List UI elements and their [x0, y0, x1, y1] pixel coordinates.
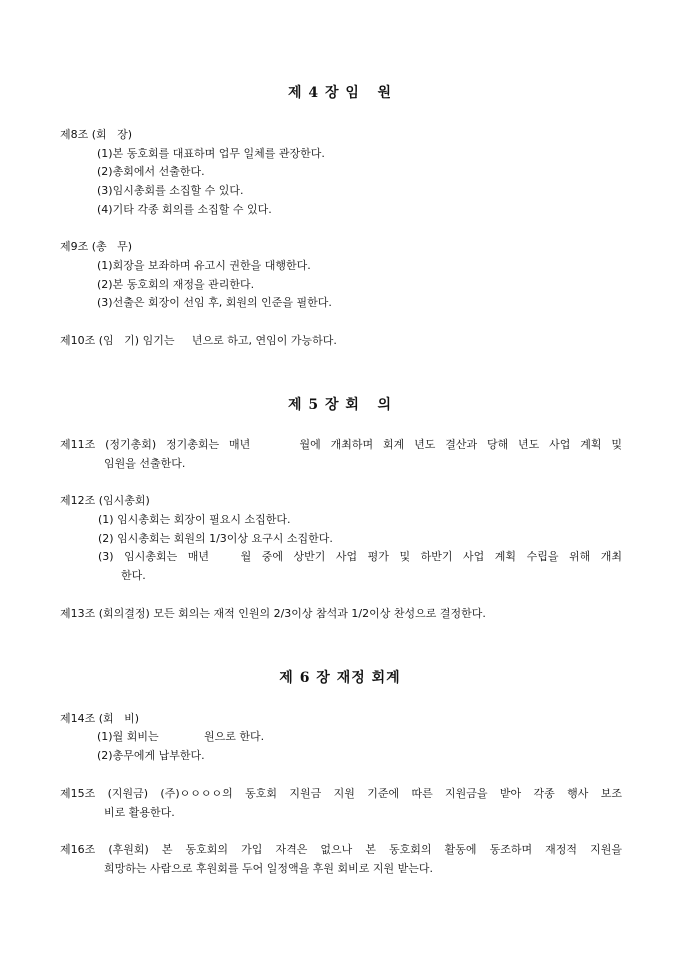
article-12-item-2: (2) 임시총회는 회원의 1/3이상 요구시 소집한다. [98, 532, 333, 545]
article-12-item-1: (1) 임시총회는 회장이 필요시 소집한다. [98, 513, 291, 526]
chapter-6-title: 제 6 장 재정 회계 [279, 670, 401, 686]
article-10: 제10조 (임 기) 임기는 년으로 하고, 연임이 가능하다. [60, 334, 337, 347]
article-12-heading: 제12조 (임시총회) [60, 494, 150, 507]
article-11-line-1: 제11조 (정기총회) 정기총회는 매년 월에 개최하며 회계 년도 결산과 당해 년도 사업 계획 및 [60, 438, 622, 451]
article-9-item-3: (3)선출은 회장이 선임 후, 회원의 인준을 필한다. [97, 296, 332, 309]
article-12-item-3: (3) 임시총회는 매년 월 중에 상반기 사업 평가 및 하반기 사업 계획 수립을 위해 개최 [98, 550, 622, 563]
article-14-item-1: (1)월 회비는 원으로 한다. [97, 730, 265, 743]
article-8-item-4: (4)기타 각종 회의를 소집할 수 있다. [97, 203, 272, 216]
article-14-item-2: (2)총무에게 납부한다. [97, 749, 205, 762]
article-16-line-2: 희망하는 사람으로 후원회를 두어 일정액을 후원 회비로 지원 받는다. [104, 862, 433, 875]
article-12-item-3-cont: 한다. [121, 569, 146, 582]
article-8-item-1: (1)본 동호회를 대표하며 업무 일체를 관장한다. [97, 147, 325, 160]
article-8-item-2: (2)총회에서 선출한다. [97, 165, 205, 178]
article-11-line-2: 임원을 선출한다. [104, 457, 186, 470]
article-16-line-1: 제16조 (후원회) 본 동호회의 가입 자격은 없으나 본 동호회의 활동에 동조하며 재정적 지원을 [60, 843, 622, 856]
article-13: 제13조 (회의결정) 모든 회의는 재적 인원의 2/3이상 참석과 1/2이상 찬성으로 결정한다. [60, 607, 486, 620]
article-9-item-1: (1)회장을 보좌하며 유고시 권한을 대행한다. [97, 259, 311, 272]
article-8-item-3: (3)임시총회를 소집할 수 있다. [97, 184, 244, 197]
article-9-heading: 제9조 (총 무) [60, 240, 133, 253]
article-9-item-2: (2)본 동호회의 재정을 관리한다. [97, 278, 255, 291]
article-8-heading: 제8조 (회 장) [60, 128, 133, 141]
article-15-line-1: 제15조 (지원금) (주)ㅇㅇㅇㅇ의 동호회 지원금 지원 기준에 따른 지원금을 받아 각종 행사 보조 [60, 787, 622, 800]
article-15-line-2: 비로 활용한다. [104, 806, 175, 819]
article-14-heading: 제14조 (회 비) [60, 712, 140, 725]
chapter-4-title: 제 4 장 임 원 [287, 85, 393, 101]
chapter-5-title: 제 5 장 회 의 [287, 397, 393, 413]
